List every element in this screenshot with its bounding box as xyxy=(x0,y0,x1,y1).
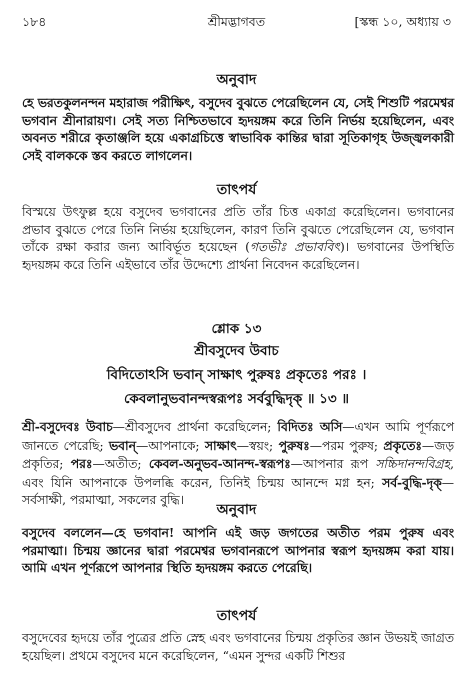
synonym-word: বিদিতঃ অসি xyxy=(277,419,343,434)
synonym-meaning: —সর্বসাক্ষী, পরমাত্মা, সকলের বুদ্ধি। xyxy=(22,475,454,508)
synonym-meaning: —আপনাকে; xyxy=(135,438,205,453)
verse-line-1: বিদিতোঽসি ভবান্ সাক্ষাৎ পুরুষঃ প্রকৃতেঃ পরঃ । xyxy=(106,367,367,383)
translation-heading: অনুবাদ xyxy=(216,72,257,88)
synonym-word: শ্রী-বসুদেবঃ উবাচ xyxy=(22,419,113,434)
synonym-meaning: , এবং যিনি আপনাকে উপলব্ধি করেন, তিনিই চিন্ময় আনন্দে মগ্ন হন; xyxy=(22,457,455,490)
purport-heading: তাৎপর্য xyxy=(216,182,257,198)
synonym-word: পরঃ xyxy=(70,456,93,472)
synonym-word: কেবল-অনুভব-আনন্দ-স্বরূপঃ xyxy=(148,456,291,472)
purport-text-end: )। ভগবানের উপস্থিতি হৃদয়ঙ্গম করে তিনি এইভাবে তাঁর উদ্দেশ্যে প্রার্থনা নিবেদন করেছিলেন। xyxy=(22,240,454,272)
synonym-meaning: —অতীত; xyxy=(92,457,149,472)
synonym-meaning: —এখন আমি পূর্ণরূপে জানতে পেরেছি; xyxy=(22,420,454,453)
translation-paragraph-2: বসুদেব বললেন—হে ভগবান! আপনি এই জড় জগতের অতীত পরম পুরুষ এবং পরমাত্মা। চিন্ময় জ্ঞানের দ্বারা পরমেশ্বর ভগবানরূপে আপনার স্বরূপ হৃদয়ঙ্গম করা যায়। আমি এখন পূর্ণরূপে আপনার স্থিতি হৃদয়ঙ্গম করতে পেরেছি। xyxy=(22,525,454,576)
synonym-meaning: —স্বয়ং; xyxy=(236,438,279,453)
synonym-word: পুরুষঃ xyxy=(278,437,310,453)
synonyms-paragraph xyxy=(22,418,454,510)
purport-text-start: বিস্ময়ে উৎফুল্ল হয়ে বসুদেব ভগবানের প্রতি তাঁর চিত্ত একাগ্র করেছিলেন। ভগবানের প্রভাব বুঝতে পেরে তিনি নির্ভয় হয়েছিলেন, কারণ তিনি বুঝতে পেরেছিলেন যে, ভগবান তাঁকে রক্ষা করার জন্য আবির্ভূত হয়েছেন ( xyxy=(22,205,454,255)
running-title: শ্রীমদ্ভাগবত xyxy=(207,14,266,29)
synonym-italic: সচ্চিদানন্দবিগ্রহ xyxy=(375,457,451,472)
synonym-word: ভবান্ xyxy=(109,437,136,453)
translation-paragraph: হে ভরতকুলনন্দন মহারাজ পরীক্ষিৎ, বসুদেব বুঝতে পেরেছিলেন যে, সেই শিশুটি পরমেশ্বর ভগবান শ্রীনারায়ণ। সেই সত্য নিশ্চিতভাবে হৃদয়ঙ্গম করে তিনি নির্ভয় হয়েছিলেন, এবং অবনত শরীরে কৃতাঞ্জলি হয়ে একাগ্রচিত্তে স্বাভাবিক কান্তির দ্বারা সূতিকাগৃহ উজ্জ্বলকারী সেই বালককে স্তব করতে লাগলেন। xyxy=(22,95,454,163)
verse-speaker: শ্রীবসুদেব উবাচ xyxy=(194,343,279,359)
synonym-meaning: —পরম পুরুষ; xyxy=(309,438,384,453)
purport-heading-2: তাৎপর্য xyxy=(216,608,257,624)
purport-paragraph-2: বসুদেবের হৃদয়ে তাঁর পুত্রের প্রতি স্নেহ এবং ভগবানের চিন্ময় প্রকৃতির জ্ঞান উভয়ই জাগ্রত হয়েছিল। প্রথমে বসুদেব মনে করেছিলেন, “এমন সুন্দর একটি শিশুর xyxy=(22,631,454,663)
translation-heading-2: অনুবাদ xyxy=(216,502,257,518)
synonym-meaning: —জড় প্রকৃতির; xyxy=(22,438,454,472)
synonym-meaning: —শ্রীবসুদেব প্রার্থনা করেছিলেন; xyxy=(112,420,278,434)
synonym-word: সাক্ষাৎ xyxy=(204,437,237,453)
synonym-meaning: —আপনার রূপ xyxy=(290,457,376,472)
page-header xyxy=(0,14,473,32)
verse-number: শ্লোক ১৩ xyxy=(211,321,262,337)
purport-paragraph xyxy=(22,204,454,274)
synonym-word: সর্ব-বুদ্ধি-দৃক্ xyxy=(382,474,442,490)
chapter-reference: [স্কন্ধ ১০, অধ্যায় ৩ xyxy=(354,14,451,29)
synonym-word: প্রকৃতেঃ xyxy=(383,437,422,453)
purport-sanskrit-phrase: গতভীঃ প্রভাববিৎ xyxy=(249,240,340,255)
page-number: ১৮৪ xyxy=(22,14,47,29)
verse-line-2: কেবলানুভবানন্দস্বরূপঃ সর্ববুদ্ধিদৃক্ ॥ ১৩ ॥ xyxy=(123,391,350,407)
